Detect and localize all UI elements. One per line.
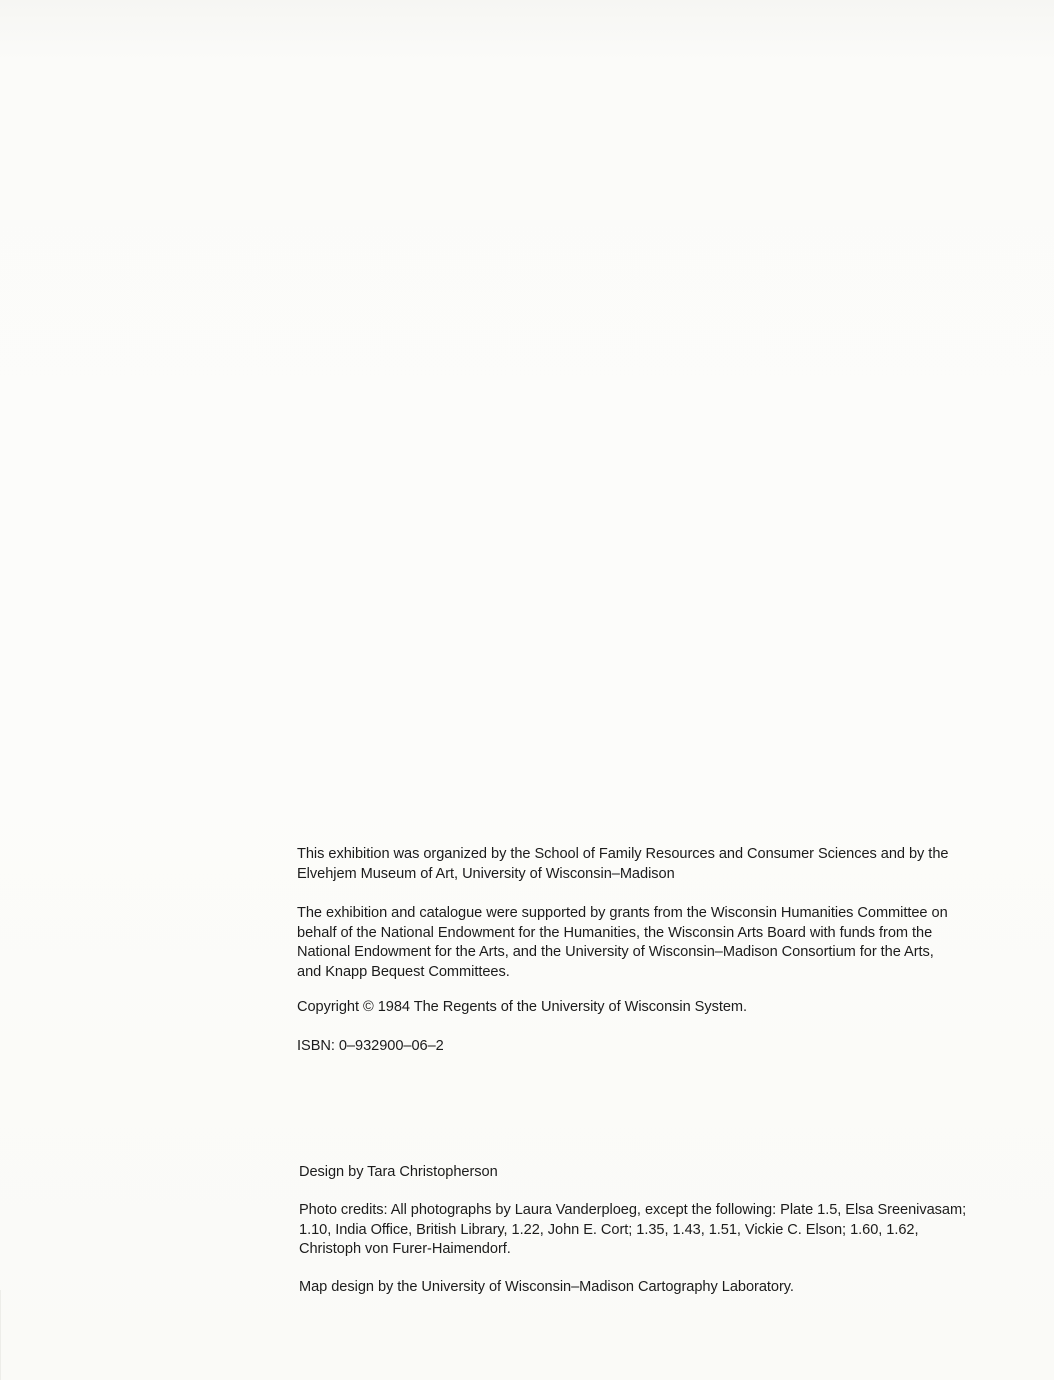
design-credit: Design by Tara Christopherson xyxy=(299,1164,498,1180)
page-corner-crease xyxy=(0,1290,31,1380)
photo-credits: Photo credits: All photographs by Laura Vanderploeg, except the following: Plate 1.5, Elsa Sreenivasam; 1.10, India Office, British Library, 1.22, John E. Cort; 1.35, 1.43, 1.51, Vickie C. Elson; 1.60, 1.62, Christoph von Furer-Haimendorf. xyxy=(299,1202,967,1257)
map-design-credit: Map design by the University of Wisconsin–Madison Cartography Laboratory. xyxy=(299,1279,794,1295)
isbn-number: ISBN: 0–932900–06–2 xyxy=(297,1038,444,1054)
funding-statement: The exhibition and catalogue were supported by grants from the Wisconsin Humanities Committee on behalf of the National Endowment for the Humanities, the Wisconsin Arts Board with funds from the National Endowment for the Arts, and the University of Wisconsin–Madison Consortium for the Arts, and Knapp Bequest Committees. xyxy=(297,905,948,980)
organizer-statement: This exhibition was organized by the School of Family Resources and Consumer Sciences and by the Elvehjem Museum of Art, University of Wisconsin–Madison xyxy=(297,846,949,882)
copyright-notice: Copyright © 1984 The Regents of the University of Wisconsin System. xyxy=(297,999,748,1015)
